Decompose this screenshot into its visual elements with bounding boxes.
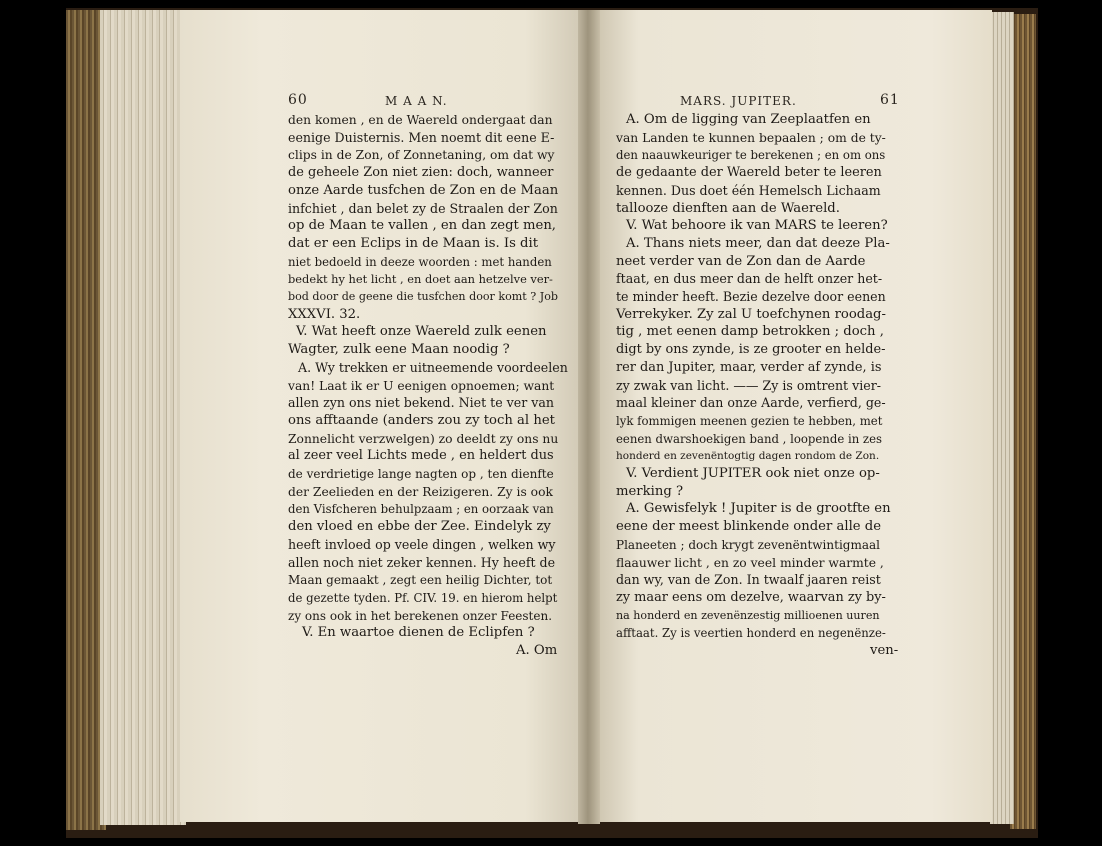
book-gutter: [578, 10, 600, 824]
text-line: al zeer veel Lichts mede , en heldert dus: [288, 448, 554, 464]
text-line: tallooze dienften aan de Waereld.: [616, 200, 840, 216]
text-line: merking ?: [616, 483, 684, 499]
left-page: [180, 10, 586, 822]
text-line: heeft invloed op veele dingen , welken wy: [288, 536, 556, 552]
text-line: zy ons ook in het berekenen onzer Feesten.: [288, 608, 553, 623]
text-line: kennen. Dus doet één Hemelsch Lichaam: [616, 182, 881, 198]
right-page: [590, 10, 992, 822]
text-line: der Zeelieden en der Reizigeren. Zy is ook: [288, 484, 553, 499]
text-line: de geheele Zon niet zien: doch, wanneer: [288, 165, 554, 181]
text-line: V. Wat heeft onze Waereld zulk eenen: [296, 324, 547, 340]
text-line: Verrekyker. Zy zal U toefchynen roodag-: [616, 306, 886, 322]
text-line: Maan gemaakt , zegt een heilig Dichter, tot: [288, 573, 553, 588]
text-line: maal kleiner dan onze Aarde, verfierd, ge-: [616, 395, 886, 411]
text-line: A. Thans niets meer, dan dat deeze Pla-: [626, 235, 890, 251]
text-line: A. Om: [516, 643, 558, 658]
text-line: ven-: [870, 643, 899, 658]
text-line: den Visfcheren behulpzaam ; en oorzaak van: [288, 502, 554, 517]
text-line: Planeeten ; doch krygt zevenëntwintigmaal: [616, 537, 880, 552]
text-line: eenen dwarshoekigen band , loopende in zes: [616, 431, 883, 446]
text-line: den vloed en ebbe der Zee. Eindelyk zy: [288, 519, 551, 535]
running-head: M A A N.: [385, 94, 448, 108]
text-line: flaauwer licht , en zo veel minder warmte ,: [616, 555, 884, 570]
text-line: den naauwkeuriger te berekenen ; en om ons: [616, 148, 886, 163]
text-line: allen noch niet zeker kennen. Hy heeft de: [288, 554, 556, 570]
text-line: van! Laat ik er U eenigen opnoemen; want: [288, 378, 555, 393]
text-line: onze Aarde tusfchen de Zon en de Maan: [288, 182, 559, 198]
text-line: niet bedoeld in deeze woorden : met handen: [288, 254, 552, 269]
text-line: bod door de geene die tusfchen door komt ? Job: [288, 290, 558, 303]
text-line: eenige Duisternis. Men noemt dit eene E-: [288, 129, 555, 145]
text-line: zy zwak van licht. —— Zy is omtrent vier-: [616, 377, 881, 393]
text-line: A. Wy trekken er uitneemende voordeelen: [298, 359, 568, 375]
text-line: A. Gewisfelyk ! Jupiter is de grootfte en: [626, 501, 891, 517]
text-line: lyk fommigen meenen gezien te hebben, met: [616, 413, 883, 428]
text-line: clips in de Zon, of Zonnetaning, om dat wy: [288, 148, 555, 163]
text-line: de gezette tyden. Pf. CIV. 19. en hierom helpt: [288, 590, 558, 605]
text-line: dan wy, van de Zon. In twaalf jaaren reist: [616, 572, 881, 588]
text-line: na honderd en zevenënzestig millioenen uuren: [616, 608, 880, 622]
text-line: eene der meest blinkende onder alle de: [616, 519, 882, 535]
text-line: ons afftaande (anders zou zy toch al het: [288, 412, 555, 428]
text-line: neet verder van de Zon dan de Aarde: [616, 253, 866, 269]
text-line: bedekt hy het licht , en doet aan hetzelve ver-: [288, 272, 553, 287]
page-stack-right: [990, 12, 1014, 824]
text-line: de gedaante der Waereld beter te leeren: [616, 165, 882, 181]
text-line: van Landen te kunnen bepaalen ; om de ty-: [616, 130, 886, 145]
text-line: infchiet , dan belet zy de Straalen der Zon: [288, 200, 558, 216]
page-number: 60: [288, 92, 308, 108]
text-line: de verdrietige lange nagten op , ten dienfte: [288, 467, 554, 481]
text-line: afftaat. Zy is veertien honderd en negenënze-: [616, 626, 886, 641]
text-line: tig , met eenen damp betrokken ; doch ,: [616, 324, 884, 340]
text-line: zy maar eens om dezelve, waarvan zy by-: [616, 589, 886, 605]
page-number: 61: [880, 92, 900, 108]
text-line: dat er een Eclips in de Maan is. Is dit: [288, 235, 538, 251]
text-line: op de Maan te vallen , en dan zegt men,: [288, 218, 556, 234]
text-line: te minder heeft. Bezie dezelve door eenen: [616, 289, 886, 304]
text-line: Wagter, zulk eene Maan noodig ?: [288, 342, 510, 358]
text-line: ftaat, en dus meer dan de helft onzer het-: [616, 271, 883, 287]
text-line: A. Om de ligging van Zeeplaatfen en: [626, 112, 871, 127]
text-line: allen zyn ons niet bekend. Niet te ver van: [288, 395, 554, 411]
text-line: rer dan Jupiter, maar, verder af zynde, is: [616, 359, 882, 375]
text-line: honderd en zevenëntogtig dagen rondom de Zon.: [616, 450, 880, 463]
page-stack-left: [100, 10, 186, 825]
text-line: Zonnelicht verzwelgen) zo deeldt zy ons nu: [288, 431, 559, 446]
text-line: V. En waartoe dienen de Eclipfen ?: [302, 625, 535, 641]
text-line: XXXVI. 32.: [288, 306, 361, 322]
text-line: den komen , en de Waereld ondergaat dan: [288, 113, 553, 127]
text-line: V. Verdient JUPITER ook niet onze op-: [626, 466, 880, 481]
text-line: V. Wat behoore ik van MARS te leeren?: [626, 218, 888, 234]
text-line: digt by ons zynde, is ze grooter en helde-: [616, 342, 886, 358]
running-head: MARS. JUPITER.: [680, 94, 797, 108]
